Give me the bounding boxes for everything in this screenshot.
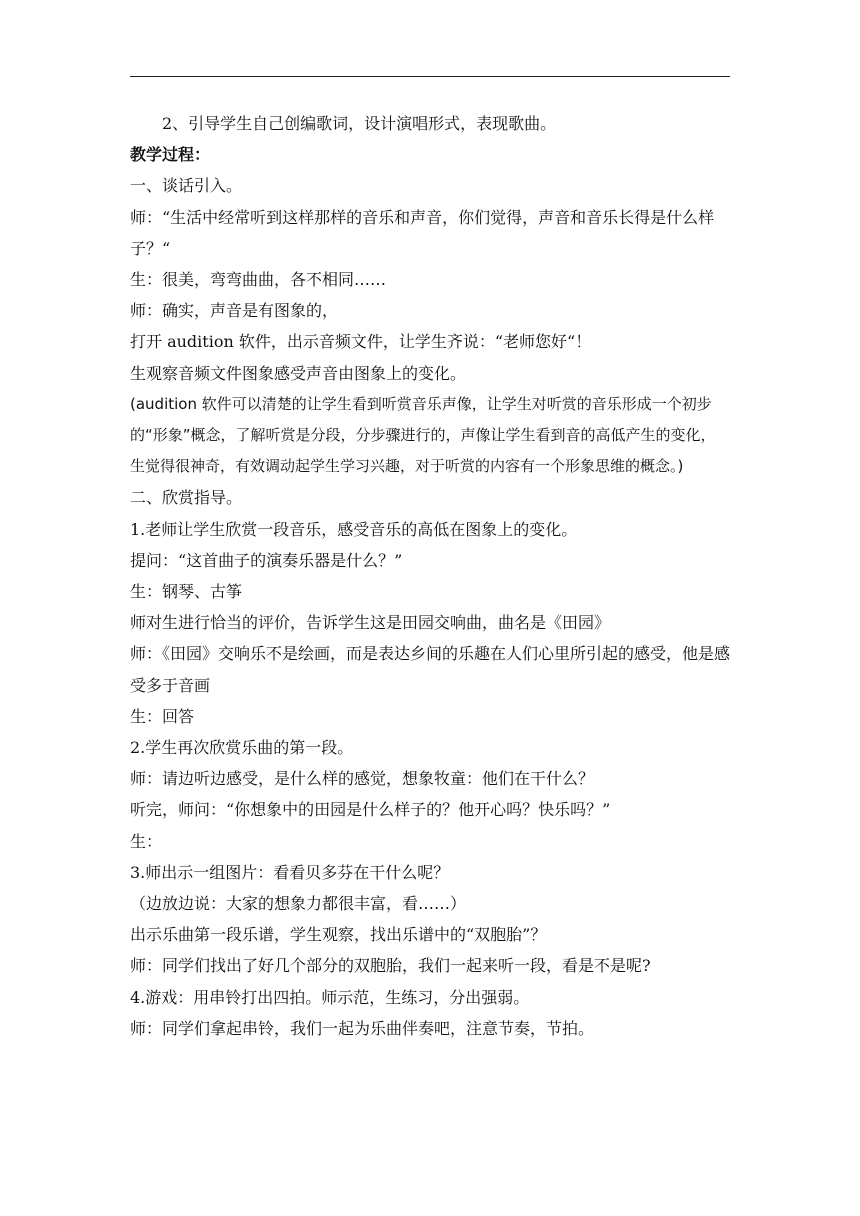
teacher-line: 师：请边听边感受，是什么样的感觉，想象牧童：他们在干什么？ (130, 769, 595, 789)
step-heading-guidance: 二、欣赏指导。 (130, 488, 243, 508)
document-body (130, 108, 730, 1044)
activity-item: 3.师出示一组图片：看看贝多芬在干什么呢？ (130, 862, 450, 882)
activity-item: 1.老师让学生欣赏一段音乐，感受音乐的高低在图象上的变化。 (130, 519, 578, 539)
student-line: 生：回答 (130, 706, 195, 726)
section-heading-teaching-process: 教学过程： (130, 145, 211, 165)
teacher-line: 师对生进行恰当的评价，告诉学生这是田园交响曲，曲名是《田园》 (130, 613, 611, 633)
aside-line: （边放边说：大家的想象力都很丰富，看……） (130, 894, 467, 914)
student-line: 生：很美，弯弯曲曲，各不相同…… (130, 270, 387, 290)
student-line: 生： (130, 831, 163, 851)
design-note: (audition 软件可以清楚的让学生看到听赏音乐声像，让学生对听赏的音乐形成一个初步的“形象”概念，了解听赏是分段，分步骤进行的，声像让学生看到音的高低产生的变化，生觉得很神奇，有效调动起学生学习兴趣，对于听赏的内容有一个形象思维的概念。) (130, 394, 716, 476)
step-heading-intro: 一、谈话引入。 (130, 176, 243, 196)
instruction-line: 生观察音频文件图象感受声音由图象上的变化。 (130, 363, 467, 383)
activity-item: 2.学生再次欣赏乐曲的第一段。 (130, 738, 354, 758)
teacher-line: 师：《田园》交响乐不是绘画，而是表达乡间的乐趣在人们心里所引起的感受，他是感受多于音画 (130, 644, 731, 695)
activity-item: 4.游戏：用串铃打出四拍。师示范，生练习，分出强弱。 (130, 987, 530, 1007)
teacher-line: 师：确实，声音是有图象的， (130, 301, 339, 321)
teacher-line: 师：同学们找出了好几个部分的双胞胎，我们一起来听一段，看是不是呢? (130, 956, 651, 976)
teacher-line: 师：“生活中经常听到这样那样的音乐和声音，你们觉得，声音和音乐长得是什么样子？“ (130, 207, 715, 258)
student-line: 生：钢琴、古筝 (130, 582, 243, 602)
teacher-line: 师：同学们拿起串铃，我们一起为乐曲伴奏吧，注意节奏，节拍。 (130, 1018, 595, 1038)
question-line: 提问：“这首曲子的演奏乐器是什么？” (130, 550, 403, 570)
question-line: 听完，师问：“你想象中的田园是什么样子的？他开心吗？快乐吗？” (130, 800, 611, 820)
header-rule (130, 76, 730, 77)
instruction-line: 打开 audition 软件，出示音频文件，让学生齐说：“老师您好“！ (130, 332, 592, 352)
instruction-line: 出示乐曲第一段乐谱，学生观察，找出乐谱中的“双胞胎”？ (130, 925, 547, 945)
objective-item-2: 2、引导学生自己创编歌词，设计演唱形式，表现歌曲。 (162, 114, 557, 133)
